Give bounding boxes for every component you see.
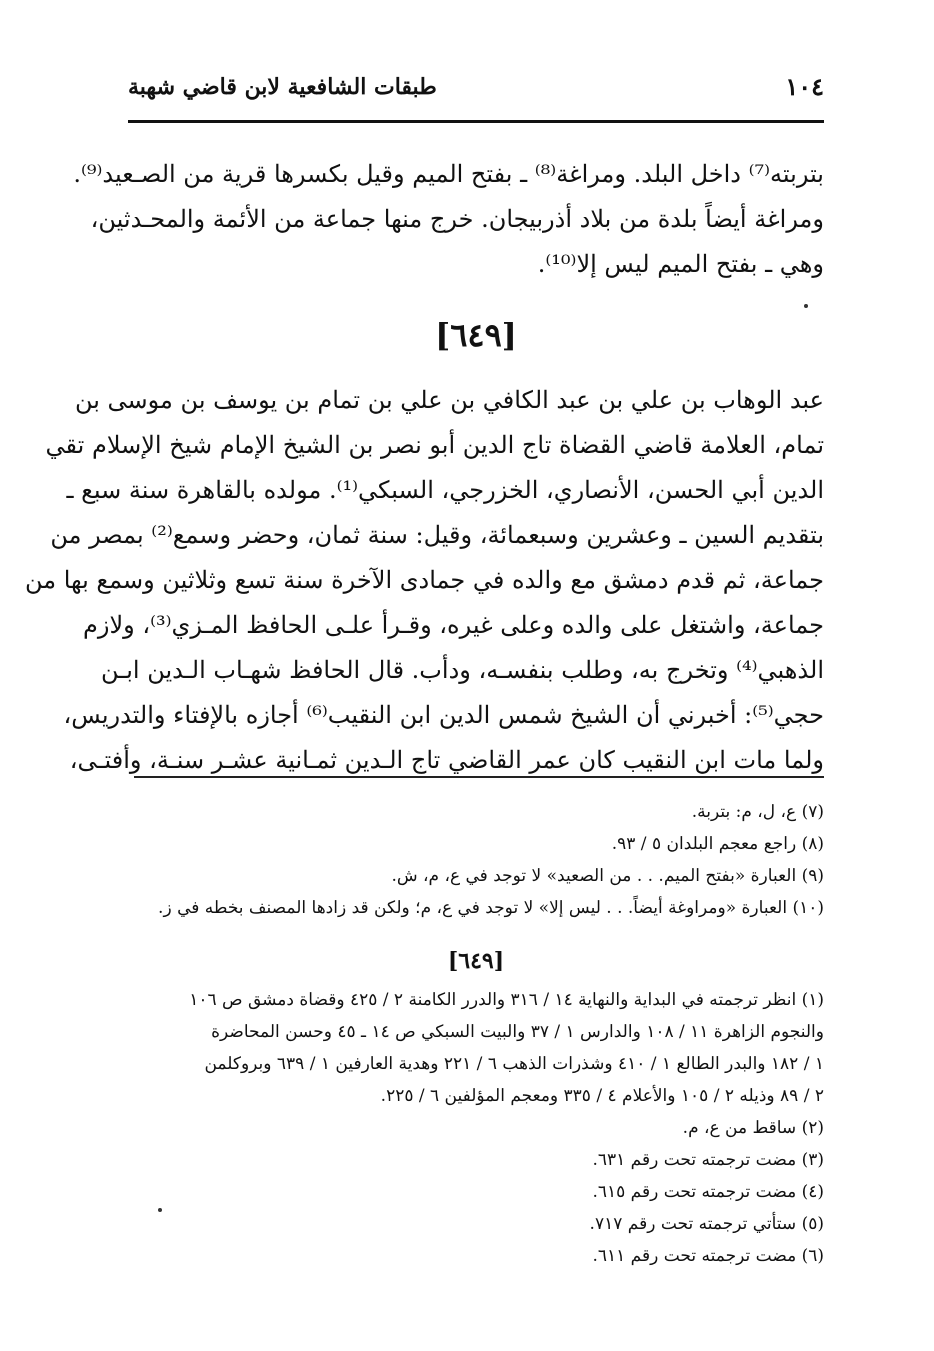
footnotes-entry-heading: [٦٤٩]: [447, 948, 505, 974]
text-line: حجي⁽⁵⁾: أخبرني أن الشيخ شمس الدين ابن النقيب⁽⁶⁾ أجازه بالإفتاء والتدريس،: [63, 701, 824, 729]
footnote: (٩) العبارة «بفتح الميم. . . من الصعيد» لا توجد في ع، م، ش.: [391, 866, 824, 886]
footnote-rule: [134, 776, 824, 778]
text-line: الدين أبي الحسن، الأنصاري، الخزرجي، السبكي⁽¹⁾. مولده بالقاهرة سنة سبع ـ: [66, 476, 824, 504]
intro-paragraph: [73, 152, 824, 287]
ink-speck: [804, 304, 808, 308]
ink-speck: [158, 1208, 162, 1212]
text-line: وهي ـ بفتح الميم ليس إلا⁽¹⁰⁾.: [537, 250, 824, 278]
text-line: ولما مات ابن النقيب كان عمر القاضي تاج الـدين ثمـانية عشـر سنـة، وأفتـى،: [69, 746, 824, 774]
text-line: ومراغة أيضاً بلدة من بلاد أذربيجان. خرج منها جماعة من الأئمة والمحـدثين،: [90, 205, 824, 233]
text-line: عبد الوهاب بن علي بن عبد الكافي بن علي بن تمام بن يوسف بن موسى بن: [74, 386, 824, 414]
footnote: (٥) ستأتي ترجمته تحت رقم ٧١٧.: [589, 1214, 824, 1234]
footnote: والنجوم الزاهرة ١١ / ١٠٨ والدارس ١ / ٣٧ والبيت السبكي ص ١٤ ـ ٤٥ وحسن المحاضرة: [211, 1022, 824, 1042]
text-line: بتربته⁽⁷⁾ داخل البلد. ومراغة⁽⁸⁾ ـ بفتح الميم وقيل بكسرها قرية من الصـعيد⁽⁹⁾.: [73, 160, 824, 188]
page-header: [128, 72, 824, 112]
footnote: ٢ / ٨٩ وذيله ٢ / ١٠٥ والأعلام ٤ / ٣٣٥ ومعجم المؤلفين ٦ / ٢٢٥.: [380, 1086, 824, 1106]
footnote: (٣) مضت ترجمته تحت رقم ٦٣١.: [592, 1150, 824, 1170]
footnote: (٦) مضت ترجمته تحت رقم ٦١١.: [592, 1246, 824, 1266]
header-rule: [128, 120, 824, 123]
entry-paragraph: [24, 378, 824, 783]
footnote: (٧) ع، ل، م: بتربة.: [691, 802, 824, 822]
entry-number: [٦٤٩]: [435, 316, 517, 354]
text-line: جماعة، ثم قدم دمشق مع والده في جمادى الآخرة سنة تسع وثلاثين وسمع بها من: [24, 566, 824, 594]
text-line: الذهبي⁽⁴⁾ وتخرج به، وطلب بنفسـه، ودأب. قال الحافظ شهـاب الـدين ابـن: [100, 656, 824, 684]
running-title: طبقات الشافعية لابن قاضي شهبة: [128, 74, 437, 100]
footnote: (١٠) العبارة «ومراوغة أيضاً. . . ليس إلا» لا توجد في ع، م؛ ولكن قد زادها المصنف بخطه في ز.: [158, 898, 824, 918]
footnotes-previous-entry: [128, 796, 824, 924]
text-line: تمام، العلامة قاضي القضاة تاج الدين أبو نصر بن الشيخ الإمام شيخ الإسلام تقي: [45, 431, 824, 459]
footnote: (٨) راجع معجم البلدان ٥ / ٩٣.: [611, 834, 824, 854]
footnote: (١) انظر ترجمته في البداية والنهاية ١٤ / ٣١٦ والدرر الكامنة ٢ / ٤٢٥ وقضاة دمشق ص ١٠٦: [189, 990, 824, 1010]
page-number: ١٠٤: [785, 72, 824, 101]
text-line: جماعة، واشتغل على والده وعلى غيره، وقـرأ علـى الحافظ المـزي⁽³⁾، ولازم: [83, 611, 824, 639]
footnote: ١ / ١٨٢ والبدر الطالع ١ / ٤١٠ وشذرات الذهب ٦ / ٢٢١ وهدية العارفين ١ / ٦٣٩ وبروكلمن: [204, 1054, 824, 1074]
text-line: بتقديم السين ـ وعشرين وسبعمائة، وقيل: سنة ثمان، وحضر وسمع⁽²⁾ بمصر من: [50, 521, 824, 549]
footnotes-current-entry: [128, 984, 824, 1272]
footnote: (٢) ساقط من ع، م.: [682, 1118, 824, 1138]
footnote: (٤) مضت ترجمته تحت رقم ٦١٥.: [592, 1182, 824, 1202]
